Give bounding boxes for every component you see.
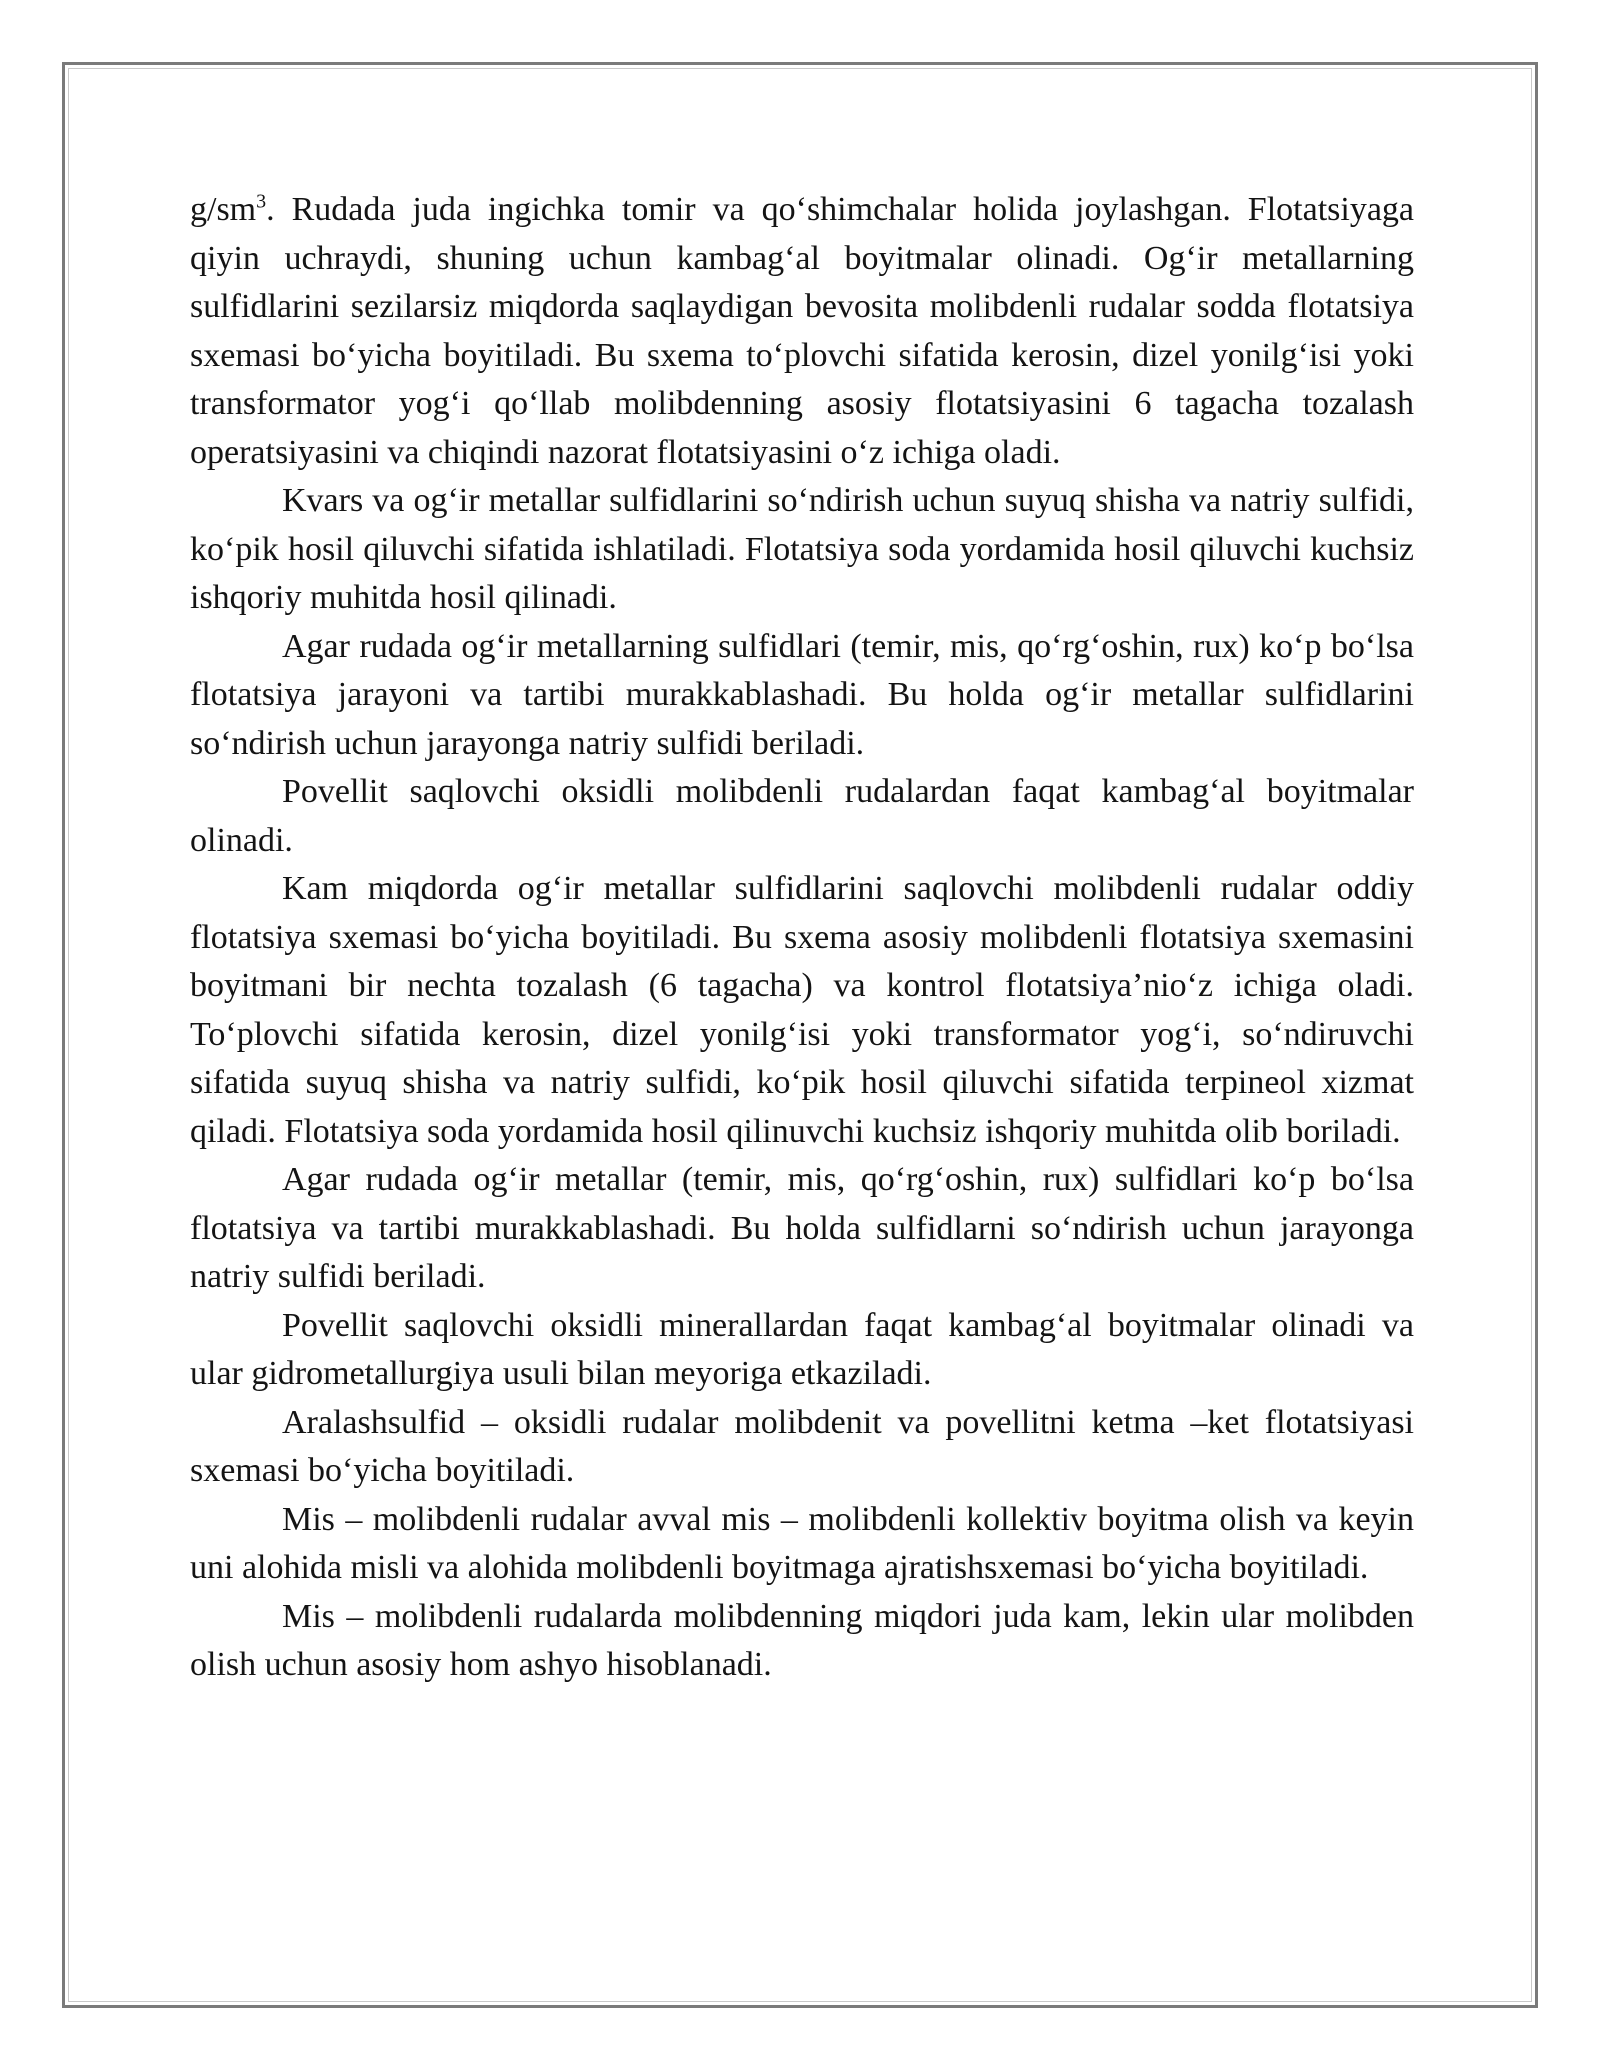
paragraph-text: . Rudada juda ingichka tomir va qo‘shimchalar holida joylashgan. Flotatsiyaga qiyin uchraydi, shuning uchun kambag‘al boyitmalar olinadi. Og‘ir metallarning sulfidlarini sezilarsiz miqdorda saqlaydigan bevosita molibdenli rudalar sodda flotatsiya sxemasi bo‘yicha boyitiladi. Bu sxema to‘plovchi sifatida kerosin, dizel yonilg‘isi yoki transformator yog‘i qo‘llab molibdenning asosiy flotatsiyasini 6 tagacha tozalash operatsiyasini va chiqindi nazorat flotatsiyasini o‘z ichiga oladi. (190, 191, 1414, 471)
paragraph: Mis – molibdenli rudalar avval mis – molibdenli kollektiv boyitma olish va keyin uni alohida misli va alohida molibdenli boyitmaga ajratishsxemasi bo‘yicha boyitiladi. (190, 1500, 1414, 1586)
paragraph: Agar rudada og‘ir metallarning sulfidlari (temir, mis, qo‘rg‘oshin, rux) ko‘p bo‘lsa flotatsiya jarayoni va tartibi murakkablashadi. Bu holda og‘ir metallar sulfidlarini so‘ndirish uchun jarayonga natriy sulfidi beriladi. (190, 627, 1414, 762)
paragraph: Povellit saqlovchi oksidli molibdenli rudalardan faqat kambag‘al boyitmalar olinadi. (190, 773, 1414, 859)
document-body (190, 186, 1414, 1690)
paragraph: Agar rudada og‘ir metallar (temir, mis, qo‘rg‘oshin, rux) sulfidlari ko‘p bo‘lsa flotatsiya va tartibi murakkablashadi. Bu holda sulfidlarni so‘ndirish uchun jarayonga natriy sulfidi beriladi. (190, 1161, 1414, 1295)
paragraph: Kam miqdorda og‘ir metallar sulfidlarini saqlovchi molibdenli rudalar oddiy flotatsiya sxemasi bo‘yicha boyitiladi. Bu sxema asosiy molibdenli flotatsiya sxemasini boyitmani bir nechta tozalash (6 tagacha) va kontrol flotatsiya’nio‘z ichiga oladi. To‘plovchi sifatida kerosin, dizel yonilg‘isi yoki transformator yog‘i, so‘ndiruvchi sifatida suyuq shisha va natriy sulfidi, ko‘pik hosil qiluvchi sifatida terpineol xizmat qiladi. Flotatsiya soda yordamida hosil qilinuvchi kuchsiz ishqoriy muhitda olib boriladi. (190, 870, 1414, 1150)
unit-superscript: 3 (256, 190, 267, 213)
paragraph: Mis – molibdenli rudalarda molibdenning miqdori juda kam, lekin ular molibden olish uchun asosiy hom ashyo hisoblanadi. (190, 1597, 1414, 1683)
paragraph-continuation (190, 186, 1414, 477)
density-unit: g/sm (190, 191, 257, 228)
paragraph: Kvars va og‘ir metallar sulfidlarini so‘ndirish uchun suyuq shisha va natriy sulfidi, ko‘pik hosil qiluvchi sifatida ishlatiladi. Flotatsiya soda yordamida hosil qiluvchi kuchsiz ishqoriy muhitda hosil qilinadi. (190, 482, 1414, 616)
paragraph: Povellit saqlovchi oksidli minerallardan faqat kambag‘al boyitmalar olinadi va ular gidrometallurgiya usuli bilan meyoriga etkaziladi. (190, 1306, 1414, 1392)
paragraph: Aralashsulfid – oksidli rudalar molibdenit va povellitni ketma –ket flotatsiyasi sxemasi bo‘yicha boyitiladi. (190, 1403, 1414, 1489)
